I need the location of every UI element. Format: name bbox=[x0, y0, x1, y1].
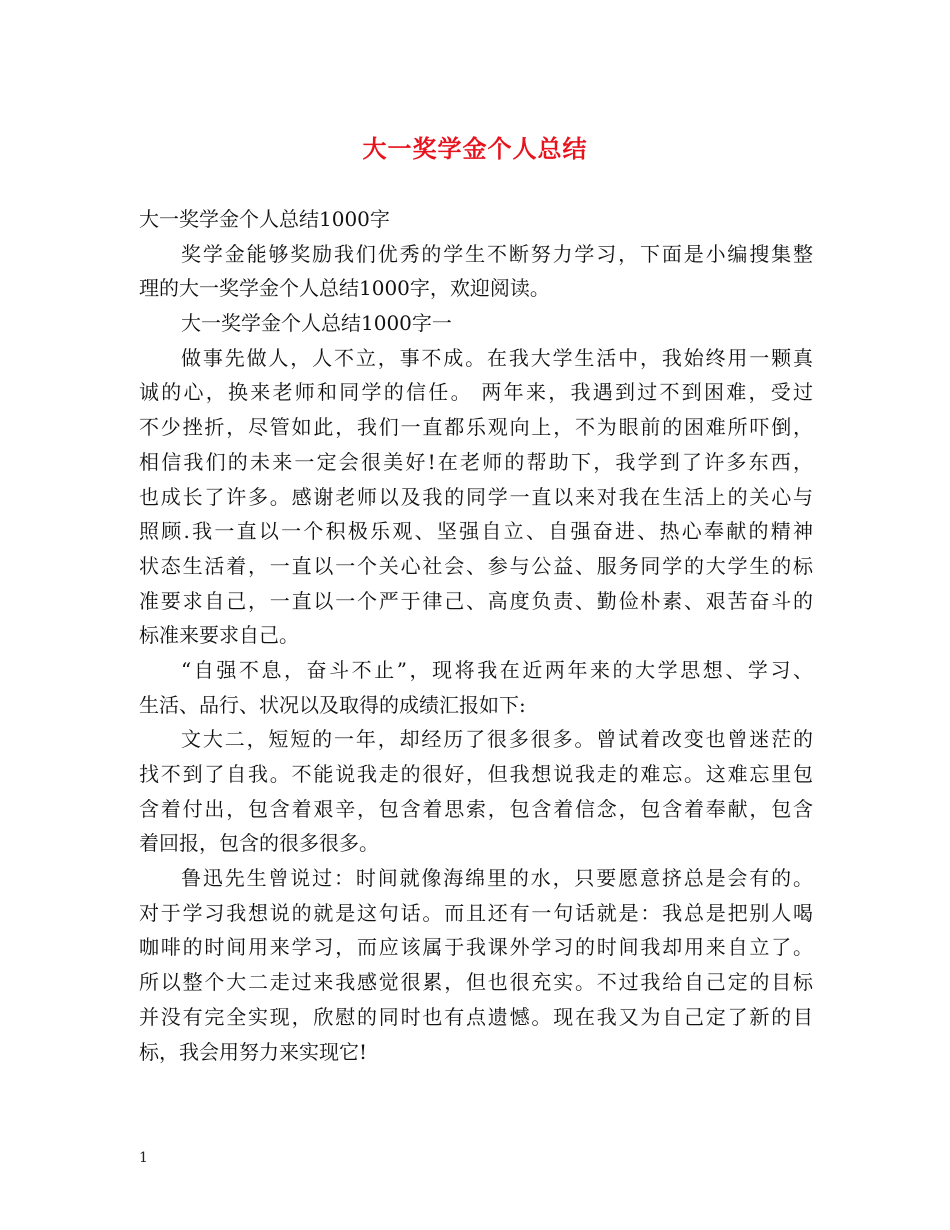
text-line: 照顾.我一直以一个积极乐观、坚强自立、自强奋进、热心奉献的精神 bbox=[139, 519, 813, 544]
text-line: 标准来要求自己。 bbox=[139, 623, 299, 648]
text-line: 含着付出，包含着艰辛，包含着思索，包含着信念，包含着奉献，包含 bbox=[139, 796, 813, 821]
text-line: 着回报，包含的很多很多。 bbox=[139, 831, 379, 856]
text-line: 状态生活着，一直以一个关心社会、参与公益、服务同学的大学生的标 bbox=[139, 553, 813, 578]
text-line: 奖学金能够奖励我们优秀的学生不断努力学习，下面是小编搜集整 bbox=[181, 241, 813, 266]
text-line: 对于学习我想说的就是这句话。而且还有一句话就是：我总是把别人喝 bbox=[139, 900, 813, 925]
text-line: 找不到了自我。不能说我走的很好，但我想说我走的难忘。这难忘里包 bbox=[139, 762, 813, 786]
text-line: 不少挫折，尽管如此，我们一直都乐观向上，不为眼前的困难所吓倒， bbox=[139, 415, 813, 440]
text-line: 所以整个大二走过来我感觉很累，但也很充实。不过我给自己定的目标 bbox=[139, 970, 813, 995]
text-line: 文大二，短短的一年，却经历了很多很多。曾试着改变也曾迷茫的 bbox=[181, 727, 813, 752]
text-line: 生活、品行、状况以及取得的成绩汇报如下: bbox=[139, 692, 526, 717]
text-line: “自强不息，奋斗不止”，现将我在近两年来的大学思想、学习、 bbox=[181, 657, 813, 682]
text-line: 相信我们的未来一定会很美好!在老师的帮助下，我学到了许多东西， bbox=[139, 449, 813, 474]
text-line: 诚的心，换来老师和同学的信任。 两年来，我遇到过不到困难，受过 bbox=[139, 380, 813, 405]
text-line: 鲁迅先生曾说过：时间就像海绵里的水，只要愿意挤总是会有的。 bbox=[181, 866, 813, 891]
text-line: 标，我会用努力来实现它! bbox=[139, 1039, 368, 1064]
text-line: 做事先做人，人不立，事不成。在我大学生活中，我始终用一颗真 bbox=[181, 345, 813, 370]
text-line: 大一奖学金个人总结1000字 bbox=[139, 207, 390, 231]
text-line: 准要求自己，一直以一个严于律己、高度负责、勤俭朴素、艰苦奋斗的 bbox=[139, 588, 813, 613]
text-line: 也成长了许多。感谢老师以及我的同学一直以来对我在生活上的关心与 bbox=[139, 484, 813, 509]
text-line: 咖啡的时间用来学习，而应该属于我课外学习的时间我却用来自立了。 bbox=[139, 935, 813, 960]
page-number: 1 bbox=[139, 1150, 148, 1166]
document-body bbox=[139, 202, 813, 1069]
text-line: 大一奖学金个人总结1000字一 bbox=[181, 311, 452, 336]
text-line: 并没有完全实现，欣慰的同时也有点遗憾。现在我又为自己定了新的目 bbox=[139, 1004, 813, 1029]
document-title: 大一奖学金个人总结 bbox=[362, 135, 588, 163]
text-line: 理的大一奖学金个人总结1000字，欢迎阅读。 bbox=[139, 276, 550, 301]
